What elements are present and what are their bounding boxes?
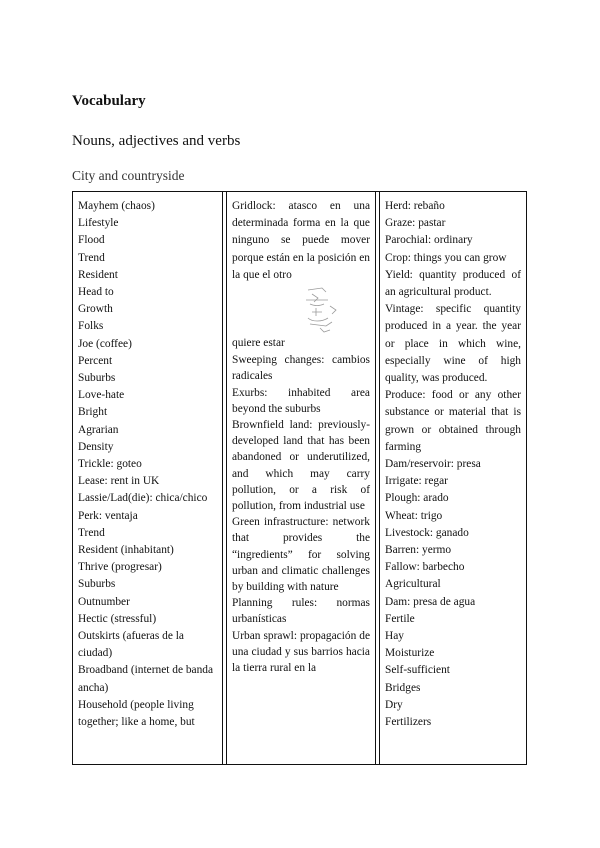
vocab-entry: Resident (inhabitant) xyxy=(78,544,174,557)
sketch-doodle xyxy=(232,284,370,335)
vocab-entry: quiere estar xyxy=(232,337,285,350)
vocab-entry: Fertile xyxy=(385,612,415,625)
vocab-entry: Graze: pastar xyxy=(385,217,446,230)
vocab-entry: Bridges xyxy=(385,681,421,694)
vocab-entry: Trend xyxy=(78,526,105,539)
vocab-entry: Produce: food or any other substance or material that is grown or obtained through farming xyxy=(385,389,521,453)
vocab-entry: Household (people living together; like a home, but xyxy=(78,698,195,729)
vocab-entry: Trickle: goteo xyxy=(78,458,142,471)
vocab-entry: Growth xyxy=(78,303,113,316)
column-general-vocabulary xyxy=(73,192,223,764)
vocab-entry: Percent xyxy=(78,354,113,367)
vocab-entry: Barren: yermo xyxy=(385,544,452,557)
vocab-entry: Dam/reservoir: presa xyxy=(385,458,481,471)
vocab-entry: Sweeping changes: cambios radicales xyxy=(232,354,370,383)
vocab-entry: Folks xyxy=(78,320,104,333)
vocab-entry: Hay xyxy=(385,630,404,643)
vocab-entry: Outnumber xyxy=(78,595,130,608)
vocab-entry: Yield: quantity produced of an agricultural product. xyxy=(385,268,521,299)
vocab-entry: Lifestyle xyxy=(78,217,119,230)
vocab-entry: Trend xyxy=(78,251,105,264)
vocab-entry-gridlock: Gridlock: atasco en una determinada forma en la que ninguno se puede mover porque están en la posición en la que el otro xyxy=(232,200,370,281)
vocab-entry: Parochial: ordinary xyxy=(385,234,473,247)
column-urban-vocabulary xyxy=(226,192,376,764)
vocab-entry: Love-hate xyxy=(78,389,125,402)
vocab-entry: Moisturize xyxy=(385,647,435,660)
page-title: Vocabulary xyxy=(72,93,146,109)
vocab-entry: Dam: presa de agua xyxy=(385,595,476,608)
vocab-entry: Resident xyxy=(78,268,118,281)
vocab-entry: Brownfield land: previously-developed land that has been abandoned or underutilized, and which may carry pollution, or a risk of pollution, from industrial use xyxy=(232,419,370,513)
vocab-entry: Agrarian xyxy=(78,423,119,436)
vocab-entry: Planning rules: normas urbanísticas xyxy=(232,597,370,626)
vocabulary-table xyxy=(72,191,527,765)
vocab-entry: Lassie/Lad(die): chica/chico xyxy=(78,492,208,505)
vocab-entry: Density xyxy=(78,440,114,453)
section-heading: City and countryside xyxy=(72,168,185,183)
vocab-entry: Plough: arado xyxy=(385,492,449,505)
vocab-entry: Head to xyxy=(78,286,114,299)
column-rural-vocabulary xyxy=(379,192,526,764)
vocab-entry: Joe (coffee) xyxy=(78,337,132,350)
vocab-entry: Agricultural xyxy=(385,578,441,591)
page-subtitle: Nouns, adjectives and verbs xyxy=(72,133,241,149)
vocab-entry: Outskirts (afueras de la ciudad) xyxy=(78,630,184,660)
vocab-entry: Green infrastructure: network that provides the “ingredients” for solving urban and climatic challenges by building with nature xyxy=(232,516,370,594)
vocab-entry: Flood xyxy=(78,234,105,247)
vocab-entry: Herd: rebaño xyxy=(385,200,445,212)
vocab-entry: Fertilizers xyxy=(385,716,432,729)
vocab-entry: Lease: rent in UK xyxy=(78,475,160,488)
vocab-entry: Bright xyxy=(78,406,108,419)
vocab-entry: Mayhem (chaos) xyxy=(78,200,155,212)
vocab-entry: Wheat: trigo xyxy=(385,509,443,522)
vocab-entry: Hectic (stressful) xyxy=(78,612,157,625)
vocab-entry: Exurbs: inhabited area beyond the suburbs xyxy=(232,386,370,415)
vocab-entry: Crop: things you can grow xyxy=(385,251,507,264)
vocab-entry: Thrive (progresar) xyxy=(78,561,162,574)
vocab-entry: Irrigate: regar xyxy=(385,475,448,488)
doodle-icon xyxy=(302,286,342,334)
vocab-entry: Urban sprawl: propagación de una ciudad y sus barrios hacia la tierra rural en la xyxy=(232,629,370,675)
vocab-entry: Dry xyxy=(385,698,403,711)
vocab-entry: Fallow: barbecho xyxy=(385,561,465,574)
vocab-entry: Broadband (internet de banda ancha) xyxy=(78,664,214,694)
vocab-entry: Vintage: specific quantity produced in a year. the year or place in which wine, especially wine of high quality, was produced. xyxy=(385,303,521,385)
vocab-entry: Self-sufficient xyxy=(385,664,450,677)
vocab-entry: Suburbs xyxy=(78,578,116,591)
vocab-entry: Perk: ventaja xyxy=(78,509,138,522)
vocab-entry: Suburbs xyxy=(78,372,116,385)
vocab-entry: Livestock: ganado xyxy=(385,526,469,539)
